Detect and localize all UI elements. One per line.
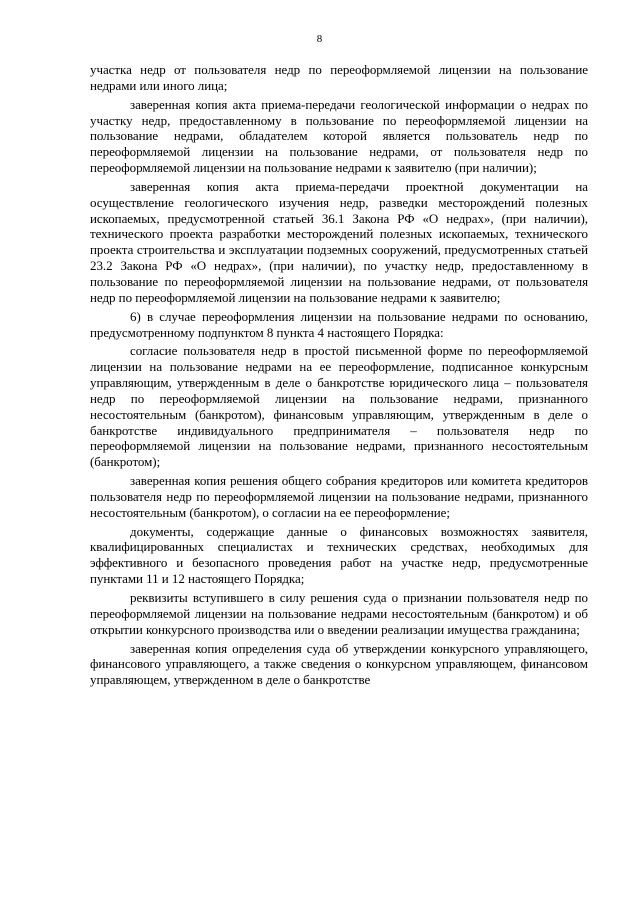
paragraph: участка недр от пользователя недр по переоформляемой лицензии на пользование недрами или иного лица; [90,62,588,93]
paragraph: заверенная копия решения общего собрания кредиторов или комитета кредиторов пользователя недр по переоформляемой лицензии на пользование недрами, признанного несостоятельным (банкротом), о согласии на ее переоформление; [90,473,588,520]
paragraph: заверенная копия акта приема-передачи проектной документации на осуществление геологического изучения недр, разведки месторождений полезных ископаемых, предусмотренной статьей 36.1 Закона РФ «О недрах», (при наличии), технического проекта разработки месторождений полезных ископаемых, технического проекта строительства и эксплуатации подземных сооружений, предусмотренных статьей 23.2 Закона РФ «О недрах», (при наличии), по участку недр, предоставленному в пользование по переоформляемой лицензии на пользование недрами, от пользователя недр по переоформляемой лицензии на пользование недрами к заявителю; [90,178,588,305]
paragraph: реквизиты вступившего в силу решения суда о признании пользователя недр по переоформляемой лицензии на пользование недрами несостоятельным (банкротом) и об открытии конкурсного производства или о введении реализации имущества гражданина; [90,590,588,637]
paragraph: заверенная копия акта приема-передачи геологической информации о недрах по участку недр, предоставленному в пользование по переоформляемой лицензии на пользование недрами, обладателем которой является пользователь недр по переоформляемой лицензии на пользование недрами, от пользователя недр по переоформляемой лицензии на пользование недрами к заявителю (при наличии); [90,96,588,176]
paragraph: согласие пользователя недр в простой письменной форме по переоформляемой лицензии на пользование недрами на ее переоформление, подписанное конкурсным управляющим, утвержденным в деле о банкротстве юридического лица – пользователя недр по переоформляемой лицензии на пользование недрами, признанного несостоятельным (банкротом), финансовым управляющим, утвержденным в деле о банкротстве индивидуального предпринимателя – пользователя недр по переоформляемой лицензии на пользование недрами, признанного несостоятельным (банкротом); [90,343,588,470]
paragraph: документы, содержащие данные о финансовых возможностях заявителя, квалифицированных специалистах и технических средствах, необходимых для эффективного и безопасного проведения работ на участке недр, предусмотренные пунктами 11 и 12 настоящего Порядка; [90,523,588,587]
paragraph: заверенная копия определения суда об утверждении конкурсного управляющего, финансового управляющего, а также сведения о конкурсном управляющем, финансовом управляющем, утвержденном в деле о банкротстве [90,640,588,688]
page-number: 8 [316,33,323,45]
body-text [90,62,588,691]
paragraph: 6) в случае переоформления лицензии на пользование недрами по основанию, предусмотренному подпунктом 8 пункта 4 настоящего Порядка: [90,308,588,340]
